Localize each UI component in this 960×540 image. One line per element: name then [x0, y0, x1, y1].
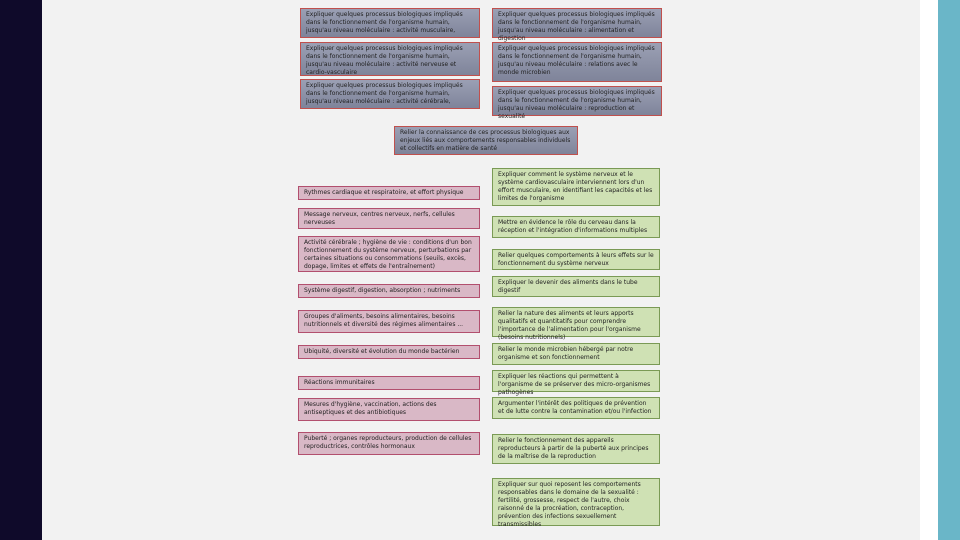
left-box-bacteria: Ubiquité, diversité et évolution du monde bactérien: [298, 345, 480, 359]
center-box-health-stakes: Relier la connaissance de ces processus biologiques aux enjeux liés aux comportements responsables individuels et collectifs en matière de santé: [394, 126, 578, 155]
right-box-reproduction-control: Relier le fonctionnement des appareils reproducteurs à partir de la puberté aux principes de la maîtrise de la reproduction: [492, 434, 660, 464]
left-box-hygiene: Mesures d'hygiène, vaccination, actions des antiseptiques et des antibiotiques: [298, 398, 480, 421]
left-decor-band: [0, 0, 42, 540]
left-box-digestive-system: Système digestif, digestion, absorption ; nutriments: [298, 284, 480, 298]
right-box-brain-role: Mettre en évidence le rôle du cerveau dans la réception et l'intégration d'informations multiples: [492, 216, 660, 238]
left-box-brain-activity: Activité cérébrale ; hygiène de vie : conditions d'un bon fonctionnement du système nerveux, perturbations par certaines situations ou consommations (seuils, excès, dopage, limites et effets de l'entraînement): [298, 236, 480, 272]
right-box-nutrition: Relier la nature des aliments et leurs apports qualitatifs et quantitatifs pour comprendre l'importance de l'alimentation pour l'organisme (besoins nutritionnels): [492, 307, 660, 337]
left-box-nerve-message: Message nerveux, centres nerveux, nerfs, cellules nerveuses: [298, 208, 480, 229]
right-box-microbial-world: Relier le monde microbien hébergé par notre organisme et son fonctionnement: [492, 343, 660, 365]
top-box-digestion: Expliquer quelques processus biologiques impliqués dans le fonctionnement de l'organisme humain, jusqu'au niveau moléculaire : alimentation et digestion: [492, 8, 662, 38]
left-box-food-groups: Groupes d'aliments, besoins alimentaires, besoins nutritionnels et diversité des régimes alimentaires ...: [298, 310, 480, 333]
top-box-nerve-cardio: Expliquer quelques processus biologiques impliqués dans le fonctionnement de l'organisme humain, jusqu'au niveau moléculaire : activité nerveuse et cardio-vasculaire: [300, 42, 480, 76]
top-box-muscle: Expliquer quelques processus biologiques impliqués dans le fonctionnement de l'organisme humain, jusqu'au niveau moléculaire : activité musculaire,: [300, 8, 480, 38]
right-white-strip: [920, 0, 938, 540]
left-box-rhythms: Rythmes cardiaque et respiratoire, et effort physique: [298, 186, 480, 200]
left-box-puberty: Puberté ; organes reproducteurs, production de cellules reproductrices, contrôles hormonaux: [298, 432, 480, 455]
right-box-immune-reactions: Expliquer les réactions qui permettent à l'organisme de se préserver des micro-organismes pathogènes: [492, 370, 660, 392]
right-box-food-fate: Expliquer le devenir des aliments dans le tube digestif: [492, 276, 660, 297]
left-box-immune: Réactions immunitaires: [298, 376, 480, 390]
top-box-reproduction: Expliquer quelques processus biologiques impliqués dans le fonctionnement de l'organisme humain, jusqu'au niveau moléculaire : reproduction et sexualité: [492, 86, 662, 116]
right-box-behaviour: Relier quelques comportements à leurs effets sur le fonctionnement du système nerveux: [492, 249, 660, 270]
right-box-responsible-sexuality: Expliquer sur quoi reposent les comportements responsables dans le domaine de la sexualité : fertilité, grossesse, respect de l'autre, choix raisonné de la procréation, contraception, prévention des infections sexuellement transmissibles: [492, 478, 660, 526]
right-box-prevention: Argumenter l'intérêt des politiques de prévention et de lutte contre la contamination et/ou l'infection: [492, 397, 660, 419]
right-decor-band: [938, 0, 960, 540]
top-box-microbes: Expliquer quelques processus biologiques impliqués dans le fonctionnement de l'organisme humain, jusqu'au niveau moléculaire : relations avec le monde microbien: [492, 42, 662, 82]
top-box-brain: Expliquer quelques processus biologiques impliqués dans le fonctionnement de l'organisme humain, jusqu'au niveau moléculaire : activité cérébrale,: [300, 79, 480, 109]
right-box-effort: Expliquer comment le système nerveux et le système cardiovasculaire interviennent lors d'un effort musculaire, en identifiant les capacités et les limites de l'organisme: [492, 168, 660, 206]
